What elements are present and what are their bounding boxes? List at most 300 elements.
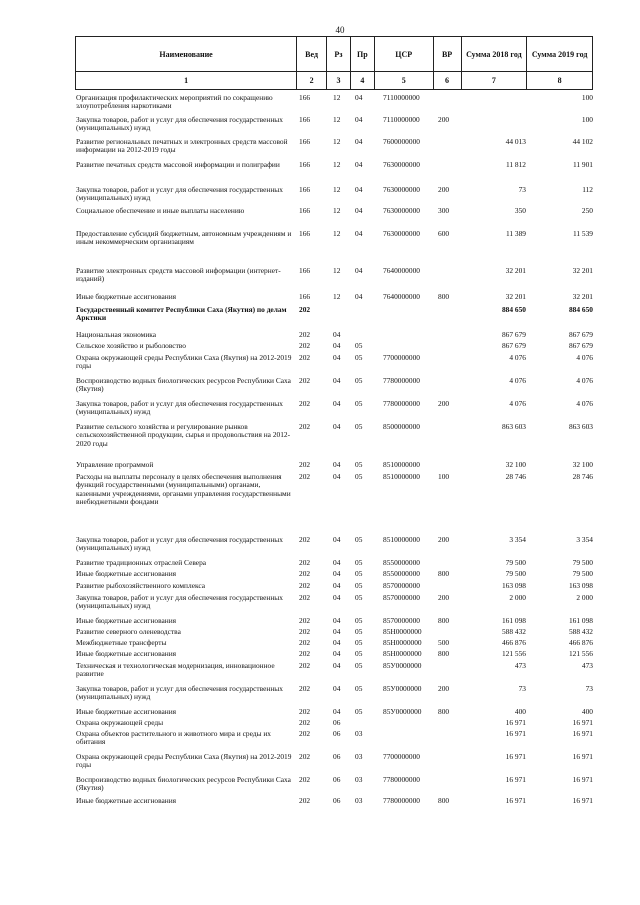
cell-s2019: 867 679 bbox=[568, 330, 593, 339]
cell-rz: 04 bbox=[333, 353, 341, 362]
cell-name: Управление программой bbox=[76, 460, 154, 469]
cell-name: Расходы на выплаты персоналу в целях обеспечения выполнения функций государственными (муниципальными) органами, казенными учреждениями, органами управления государственными внебюджетными фондами bbox=[76, 472, 291, 507]
cell-ved: 202 bbox=[299, 707, 311, 716]
cell-s2018: 16 971 bbox=[505, 729, 526, 738]
cell-rz: 04 bbox=[333, 707, 341, 716]
cell-csr: 8570000000 bbox=[383, 593, 420, 602]
cell-rz: 04 bbox=[333, 593, 341, 602]
cell-csr bbox=[375, 342, 434, 350]
cell-name: Охрана окружающей среды Республики Саха (Якутия) на 2012-2019 годы bbox=[76, 353, 292, 371]
cell-rz: 04 bbox=[333, 341, 341, 350]
cell-pr bbox=[351, 306, 375, 323]
cell-ved: 202 bbox=[299, 581, 311, 590]
cell-name: Охрана окружающей среды bbox=[76, 718, 164, 727]
cell-csr: 8570000000 bbox=[383, 616, 420, 625]
cell-ved: 202 bbox=[299, 558, 311, 567]
cell-s2019: 867 679 bbox=[568, 341, 593, 350]
cell-pr: 05 bbox=[355, 341, 363, 350]
cell-name: Межбюджетные трансферты bbox=[76, 638, 167, 647]
cell-rz: 04 bbox=[333, 581, 341, 590]
cell-s2019: 400 bbox=[581, 707, 593, 716]
table-body bbox=[75, 90, 593, 850]
cell-vr: 800 bbox=[438, 707, 450, 716]
cell-csr: 7630000000 bbox=[383, 185, 420, 194]
cell-name: Техническая и технологическая модернизация, инновационное развитие bbox=[76, 661, 275, 679]
cell-vr: 800 bbox=[438, 796, 450, 805]
cell-s2018: 3 354 bbox=[509, 535, 526, 544]
cell-s2018: 16 971 bbox=[505, 718, 526, 727]
cell-pr: 04 bbox=[355, 137, 363, 146]
header-rz: Рз bbox=[327, 37, 351, 71]
cell-rz: 06 bbox=[333, 729, 341, 738]
cell-name: Иные бюджетные ассигнования bbox=[76, 707, 177, 716]
table-row bbox=[75, 617, 593, 625]
cell-csr: 7700000000 bbox=[383, 752, 420, 761]
cell-ved: 202 bbox=[299, 752, 311, 761]
header-ved: Вед bbox=[297, 37, 327, 71]
cell-name: Развитие электронных средств массовой информации (интернет-изданий) bbox=[76, 266, 281, 284]
table-row bbox=[75, 116, 593, 133]
cell-s2018: 884 650 bbox=[501, 305, 526, 314]
cell-name: Национальная экономика bbox=[76, 330, 157, 339]
cell-ved: 202 bbox=[299, 341, 311, 350]
cell-vr bbox=[434, 461, 462, 469]
cell-rz: 04 bbox=[333, 330, 341, 339]
cell-csr: 8510000000 bbox=[383, 460, 420, 469]
cell-s2018: 32 100 bbox=[505, 460, 526, 469]
cell-csr: 85Н0000000 bbox=[383, 638, 422, 647]
cell-ved: 166 bbox=[299, 292, 311, 301]
cell-s2018: 4 076 bbox=[509, 376, 526, 385]
cell-s2019: 3 354 bbox=[576, 535, 593, 544]
table-row bbox=[75, 306, 593, 323]
cell-csr: 7780000000 bbox=[383, 399, 420, 408]
cell-s2018: 867 679 bbox=[501, 330, 526, 339]
col-number: 8 bbox=[557, 76, 562, 85]
table-row bbox=[75, 138, 593, 155]
table-header bbox=[75, 36, 593, 71]
cell-s2019: 473 bbox=[581, 661, 593, 670]
cell-s2019: 32 201 bbox=[572, 292, 593, 301]
cell-pr: 05 bbox=[355, 593, 363, 602]
cell-rz: 04 bbox=[333, 422, 341, 431]
cell-rz: 04 bbox=[333, 638, 341, 647]
cell-s2018: 588 432 bbox=[501, 627, 526, 636]
cell-csr: 8510000000 bbox=[383, 472, 420, 481]
cell-csr: 7110000000 bbox=[383, 115, 420, 124]
cell-csr: 8570000000 bbox=[383, 581, 420, 590]
cell-pr: 03 bbox=[355, 796, 363, 805]
cell-name: Воспроизводство водных биологических ресурсов Республики Саха (Якутия) bbox=[76, 775, 291, 793]
cell-s2019: 100 bbox=[581, 115, 593, 124]
cell-pr: 05 bbox=[355, 399, 363, 408]
cell-name: Развитие сельского хозяйства и регулирование рынков сельскохозяйственной продукции, сырья и продовольствия на 2012-2020 годы bbox=[76, 422, 291, 448]
col-number: 7 bbox=[462, 72, 528, 89]
cell-pr: 04 bbox=[355, 160, 363, 169]
table-row bbox=[75, 331, 593, 339]
cell-name: Иные бюджетные ассигнования bbox=[76, 796, 177, 805]
cell-vr bbox=[434, 628, 462, 636]
col-number: 5 bbox=[375, 72, 434, 89]
cell-name: Иные бюджетные ассигнования bbox=[76, 569, 177, 578]
col-number: 6 bbox=[434, 72, 462, 89]
cell-s2018: 32 201 bbox=[505, 292, 526, 301]
cell-s2019: 28 746 bbox=[572, 472, 593, 481]
cell-csr: 85У0000000 bbox=[383, 684, 422, 693]
cell-csr: 7700000000 bbox=[383, 353, 420, 362]
cell-s2019: 121 556 bbox=[568, 649, 593, 658]
cell-vr: 800 bbox=[438, 569, 450, 578]
cell-csr bbox=[375, 331, 434, 339]
cell-csr: 7630000000 bbox=[383, 160, 420, 169]
cell-csr bbox=[375, 730, 434, 747]
cell-s2018: 4 076 bbox=[509, 399, 526, 408]
cell-rz: 04 bbox=[333, 460, 341, 469]
table-row bbox=[75, 423, 593, 448]
cell-pr: 03 bbox=[355, 752, 363, 761]
cell-s2018 bbox=[462, 116, 528, 133]
cell-pr: 05 bbox=[355, 569, 363, 578]
cell-ved: 202 bbox=[299, 796, 311, 805]
cell-ved: 166 bbox=[299, 137, 311, 146]
header-sum-2019: Сумма 2019 год bbox=[531, 49, 588, 59]
table-row bbox=[75, 582, 593, 590]
cell-s2019: 588 432 bbox=[568, 627, 593, 636]
table-row bbox=[75, 161, 593, 169]
cell-pr: 05 bbox=[355, 376, 363, 385]
cell-rz bbox=[327, 306, 351, 323]
cell-name: Иные бюджетные ассигнования bbox=[76, 616, 177, 625]
table-row bbox=[75, 730, 593, 747]
column-numbers-row bbox=[75, 71, 593, 90]
cell-vr bbox=[434, 559, 462, 567]
cell-name: Закупка товаров, работ и услуг для обеспечения государственных (муниципальных) нужд bbox=[76, 399, 283, 417]
cell-csr: 7780000000 bbox=[383, 796, 420, 805]
cell-pr: 05 bbox=[355, 707, 363, 716]
cell-s2018: 161 098 bbox=[501, 616, 526, 625]
cell-vr bbox=[434, 342, 462, 350]
cell-s2019: 16 971 bbox=[572, 775, 593, 784]
cell-ved: 202 bbox=[299, 718, 311, 727]
cell-name: Организация профилактических мероприятий по сокращению злоупотребления наркотиками bbox=[76, 93, 273, 111]
cell-s2019: 4 076 bbox=[576, 376, 593, 385]
cell-name: Социальное обеспечение и иные выплаты населению bbox=[76, 206, 245, 215]
cell-ved: 202 bbox=[299, 535, 311, 544]
cell-s2018 bbox=[462, 94, 528, 111]
cell-csr: 85У0000000 bbox=[383, 661, 422, 670]
cell-s2018: 16 971 bbox=[505, 752, 526, 761]
cell-s2019: 163 098 bbox=[568, 581, 593, 590]
cell-csr: 8550000000 bbox=[383, 569, 420, 578]
cell-vr: 200 bbox=[438, 535, 450, 544]
cell-csr: 7600000000 bbox=[383, 137, 420, 146]
table-row bbox=[75, 400, 593, 417]
cell-s2018: 28 746 bbox=[505, 472, 526, 481]
cell-csr: 8550000000 bbox=[383, 558, 420, 567]
cell-rz: 06 bbox=[333, 796, 341, 805]
cell-s2018: 867 679 bbox=[501, 341, 526, 350]
cell-csr: 7630000000 bbox=[383, 229, 420, 238]
table-row bbox=[75, 559, 593, 567]
cell-vr: 800 bbox=[438, 649, 450, 658]
cell-rz: 04 bbox=[333, 616, 341, 625]
cell-s2018: 473 bbox=[514, 661, 526, 670]
cell-name: Предоставление субсидий бюджетным, автономным учреждениям и иным некоммерческим организациям bbox=[76, 229, 292, 247]
table-row bbox=[75, 639, 593, 647]
table-row bbox=[75, 719, 593, 727]
table-row bbox=[75, 650, 593, 658]
cell-ved: 202 bbox=[299, 775, 311, 784]
header-csr: ЦСР bbox=[375, 37, 434, 71]
table-row bbox=[75, 708, 593, 716]
cell-rz: 04 bbox=[333, 558, 341, 567]
cell-s2018: 466 876 bbox=[501, 638, 526, 647]
cell-s2019: 112 bbox=[582, 185, 593, 194]
cell-s2019: 11 539 bbox=[572, 229, 593, 238]
cell-rz: 04 bbox=[333, 661, 341, 670]
col-number: 2 bbox=[297, 72, 327, 89]
cell-pr bbox=[351, 719, 375, 727]
cell-s2019: 16 971 bbox=[572, 718, 593, 727]
table-row bbox=[75, 267, 593, 284]
table-row bbox=[75, 207, 593, 215]
cell-ved: 166 bbox=[299, 115, 311, 124]
cell-vr bbox=[434, 267, 462, 284]
cell-s2018: 863 603 bbox=[501, 422, 526, 431]
cell-s2018: 79 500 bbox=[505, 558, 526, 567]
cell-vr bbox=[434, 331, 462, 339]
cell-csr bbox=[375, 719, 434, 727]
cell-vr bbox=[434, 662, 462, 679]
budget-table bbox=[75, 36, 593, 850]
cell-vr bbox=[434, 138, 462, 155]
cell-pr: 04 bbox=[355, 266, 363, 275]
cell-rz: 04 bbox=[333, 569, 341, 578]
cell-s2019: 100 bbox=[581, 93, 593, 102]
cell-vr bbox=[434, 161, 462, 169]
cell-vr bbox=[434, 776, 462, 793]
cell-csr: 85Н0000000 bbox=[383, 627, 422, 636]
table-row bbox=[75, 186, 593, 203]
header-pr: Пр bbox=[351, 37, 375, 71]
cell-rz: 04 bbox=[333, 376, 341, 385]
header-vr: ВР bbox=[434, 37, 462, 71]
cell-pr: 05 bbox=[355, 649, 363, 658]
cell-name: Закупка товаров, работ и услуг для обеспечения государственных (муниципальных) нужд bbox=[76, 535, 283, 553]
cell-ved: 166 bbox=[299, 93, 311, 102]
cell-s2018: 16 971 bbox=[505, 796, 526, 805]
cell-ved: 202 bbox=[299, 649, 311, 658]
cell-name: Закупка товаров, работ и услуг для обеспечения государственных (муниципальных) нужд bbox=[76, 185, 283, 203]
cell-s2019: 32 100 bbox=[572, 460, 593, 469]
cell-csr bbox=[375, 306, 434, 323]
cell-vr: 100 bbox=[438, 472, 450, 481]
cell-ved: 202 bbox=[299, 422, 311, 431]
cell-rz: 04 bbox=[333, 649, 341, 658]
cell-pr: 03 bbox=[355, 775, 363, 784]
cell-name: Развитие печатных средств массовой информации и полиграфии bbox=[76, 160, 280, 169]
cell-rz: 12 bbox=[333, 185, 341, 194]
page-number: 40 bbox=[335, 25, 345, 35]
cell-ved: 166 bbox=[299, 266, 311, 275]
cell-s2018: 11 389 bbox=[505, 229, 526, 238]
cell-vr: 200 bbox=[438, 185, 450, 194]
cell-name: Охрана объектов растительного и животного мира и среды их обитания bbox=[76, 729, 271, 747]
table-row bbox=[75, 753, 593, 770]
cell-pr: 04 bbox=[355, 229, 363, 238]
cell-vr bbox=[434, 377, 462, 394]
cell-rz: 04 bbox=[333, 399, 341, 408]
cell-s2019: 16 971 bbox=[572, 752, 593, 761]
cell-rz: 06 bbox=[333, 775, 341, 784]
cell-ved: 202 bbox=[299, 376, 311, 385]
cell-vr: 300 bbox=[438, 206, 450, 215]
cell-name: Иные бюджетные ассигнования bbox=[76, 292, 177, 301]
cell-rz: 12 bbox=[333, 160, 341, 169]
table-row bbox=[75, 594, 593, 611]
cell-ved: 202 bbox=[299, 353, 311, 362]
cell-pr: 05 bbox=[355, 353, 363, 362]
cell-rz: 04 bbox=[333, 627, 341, 636]
table-row bbox=[75, 377, 593, 394]
cell-name: Развитие региональных печатных и электронных средств массовой информации на 2012-2019 годы bbox=[76, 137, 288, 155]
table-row bbox=[75, 473, 593, 507]
cell-ved: 202 bbox=[299, 330, 311, 339]
cell-name: Иные бюджетные ассигнования bbox=[76, 649, 177, 658]
cell-s2018: 44 013 bbox=[505, 137, 526, 146]
cell-s2018: 400 bbox=[514, 707, 526, 716]
cell-s2018: 16 971 bbox=[505, 775, 526, 784]
cell-ved: 166 bbox=[299, 185, 311, 194]
cell-s2019: 32 201 bbox=[572, 266, 593, 275]
cell-pr: 05 bbox=[355, 581, 363, 590]
cell-pr: 05 bbox=[355, 558, 363, 567]
cell-name: Воспроизводство водных биологических ресурсов Республики Саха (Якутия) bbox=[76, 376, 291, 394]
table-row bbox=[75, 536, 593, 553]
table-row bbox=[75, 293, 593, 301]
cell-vr: 800 bbox=[438, 292, 450, 301]
cell-vr: 500 bbox=[438, 638, 450, 647]
cell-vr bbox=[434, 306, 462, 323]
table-row bbox=[75, 662, 593, 679]
cell-s2018: 4 076 bbox=[509, 353, 526, 362]
cell-ved: 202 bbox=[299, 399, 311, 408]
cell-pr: 05 bbox=[355, 661, 363, 670]
cell-pr: 05 bbox=[355, 684, 363, 693]
cell-s2018: 2 000 bbox=[509, 593, 526, 602]
table-row bbox=[75, 342, 593, 350]
cell-pr bbox=[351, 331, 375, 339]
cell-s2018: 73 bbox=[518, 684, 526, 693]
cell-vr bbox=[434, 94, 462, 111]
cell-ved: 166 bbox=[299, 160, 311, 169]
cell-vr bbox=[434, 753, 462, 770]
cell-ved: 202 bbox=[299, 305, 311, 314]
cell-pr: 05 bbox=[355, 616, 363, 625]
table-row bbox=[75, 797, 593, 805]
cell-ved: 202 bbox=[299, 661, 311, 670]
table-row bbox=[75, 628, 593, 636]
cell-pr: 05 bbox=[355, 535, 363, 544]
cell-s2019: 44 102 bbox=[572, 137, 593, 146]
cell-s2019: 11 901 bbox=[572, 160, 593, 169]
cell-vr: 200 bbox=[438, 684, 450, 693]
cell-s2019: 250 bbox=[581, 206, 593, 215]
cell-csr: 7110000000 bbox=[383, 93, 420, 102]
table-row bbox=[75, 230, 593, 247]
cell-rz: 12 bbox=[333, 115, 341, 124]
cell-name: Закупка товаров, работ и услуг для обеспечения государственных (муниципальных) нужд bbox=[76, 115, 283, 133]
cell-rz: 04 bbox=[333, 684, 341, 693]
cell-pr: 04 bbox=[355, 115, 363, 124]
cell-rz: 12 bbox=[333, 206, 341, 215]
header-sum-2018: Сумма 2018 год bbox=[462, 37, 528, 71]
cell-vr bbox=[434, 730, 462, 747]
cell-pr: 05 bbox=[355, 460, 363, 469]
table-row bbox=[75, 685, 593, 702]
cell-s2019: 863 603 bbox=[568, 422, 593, 431]
cell-s2019: 16 971 bbox=[572, 796, 593, 805]
cell-vr bbox=[434, 423, 462, 448]
cell-vr: 200 bbox=[438, 115, 450, 124]
table-row bbox=[75, 354, 593, 371]
cell-vr bbox=[434, 719, 462, 727]
cell-rz: 06 bbox=[333, 752, 341, 761]
cell-pr: 03 bbox=[355, 729, 363, 738]
cell-vr: 200 bbox=[438, 593, 450, 602]
cell-s2018: 163 098 bbox=[501, 581, 526, 590]
cell-pr: 05 bbox=[355, 638, 363, 647]
cell-pr: 04 bbox=[355, 292, 363, 301]
cell-ved: 202 bbox=[299, 638, 311, 647]
cell-ved: 202 bbox=[299, 593, 311, 602]
cell-s2018: 32 201 bbox=[505, 266, 526, 275]
col-number: 4 bbox=[351, 72, 375, 89]
cell-s2019: 16 971 bbox=[572, 729, 593, 738]
cell-s2019: 161 098 bbox=[568, 616, 593, 625]
cell-s2019: 2 000 bbox=[576, 593, 593, 602]
cell-csr: 7640000000 bbox=[383, 266, 420, 275]
cell-csr: 85Н0000000 bbox=[383, 649, 422, 658]
cell-ved: 166 bbox=[299, 206, 311, 215]
cell-pr: 05 bbox=[355, 422, 363, 431]
cell-vr bbox=[434, 354, 462, 371]
cell-pr: 05 bbox=[355, 472, 363, 481]
cell-name: Закупка товаров, работ и услуг для обеспечения государственных (муниципальных) нужд bbox=[76, 684, 283, 702]
cell-s2019: 466 876 bbox=[568, 638, 593, 647]
col-number: 1 bbox=[76, 72, 297, 89]
col-number: 3 bbox=[327, 72, 351, 89]
cell-rz: 12 bbox=[333, 137, 341, 146]
cell-name: Развитие северного оленеводства bbox=[76, 627, 181, 636]
cell-vr: 200 bbox=[438, 399, 450, 408]
cell-csr: 7780000000 bbox=[383, 376, 420, 385]
table-row bbox=[75, 570, 593, 578]
cell-csr: 85У0000000 bbox=[383, 707, 422, 716]
cell-s2019: 4 076 bbox=[576, 399, 593, 408]
cell-pr: 05 bbox=[355, 627, 363, 636]
cell-rz: 06 bbox=[333, 718, 341, 727]
cell-pr: 04 bbox=[355, 185, 363, 194]
cell-ved: 202 bbox=[299, 684, 311, 693]
cell-s2018: 79 500 bbox=[505, 569, 526, 578]
cell-csr: 8510000000 bbox=[383, 535, 420, 544]
cell-name: Развитие традиционных отраслей Севера bbox=[76, 558, 207, 567]
cell-name: Закупка товаров, работ и услуг для обеспечения государственных (муниципальных) нужд bbox=[76, 593, 283, 611]
cell-ved: 166 bbox=[299, 229, 311, 238]
cell-csr: 7780000000 bbox=[383, 775, 420, 784]
cell-ved: 202 bbox=[299, 616, 311, 625]
